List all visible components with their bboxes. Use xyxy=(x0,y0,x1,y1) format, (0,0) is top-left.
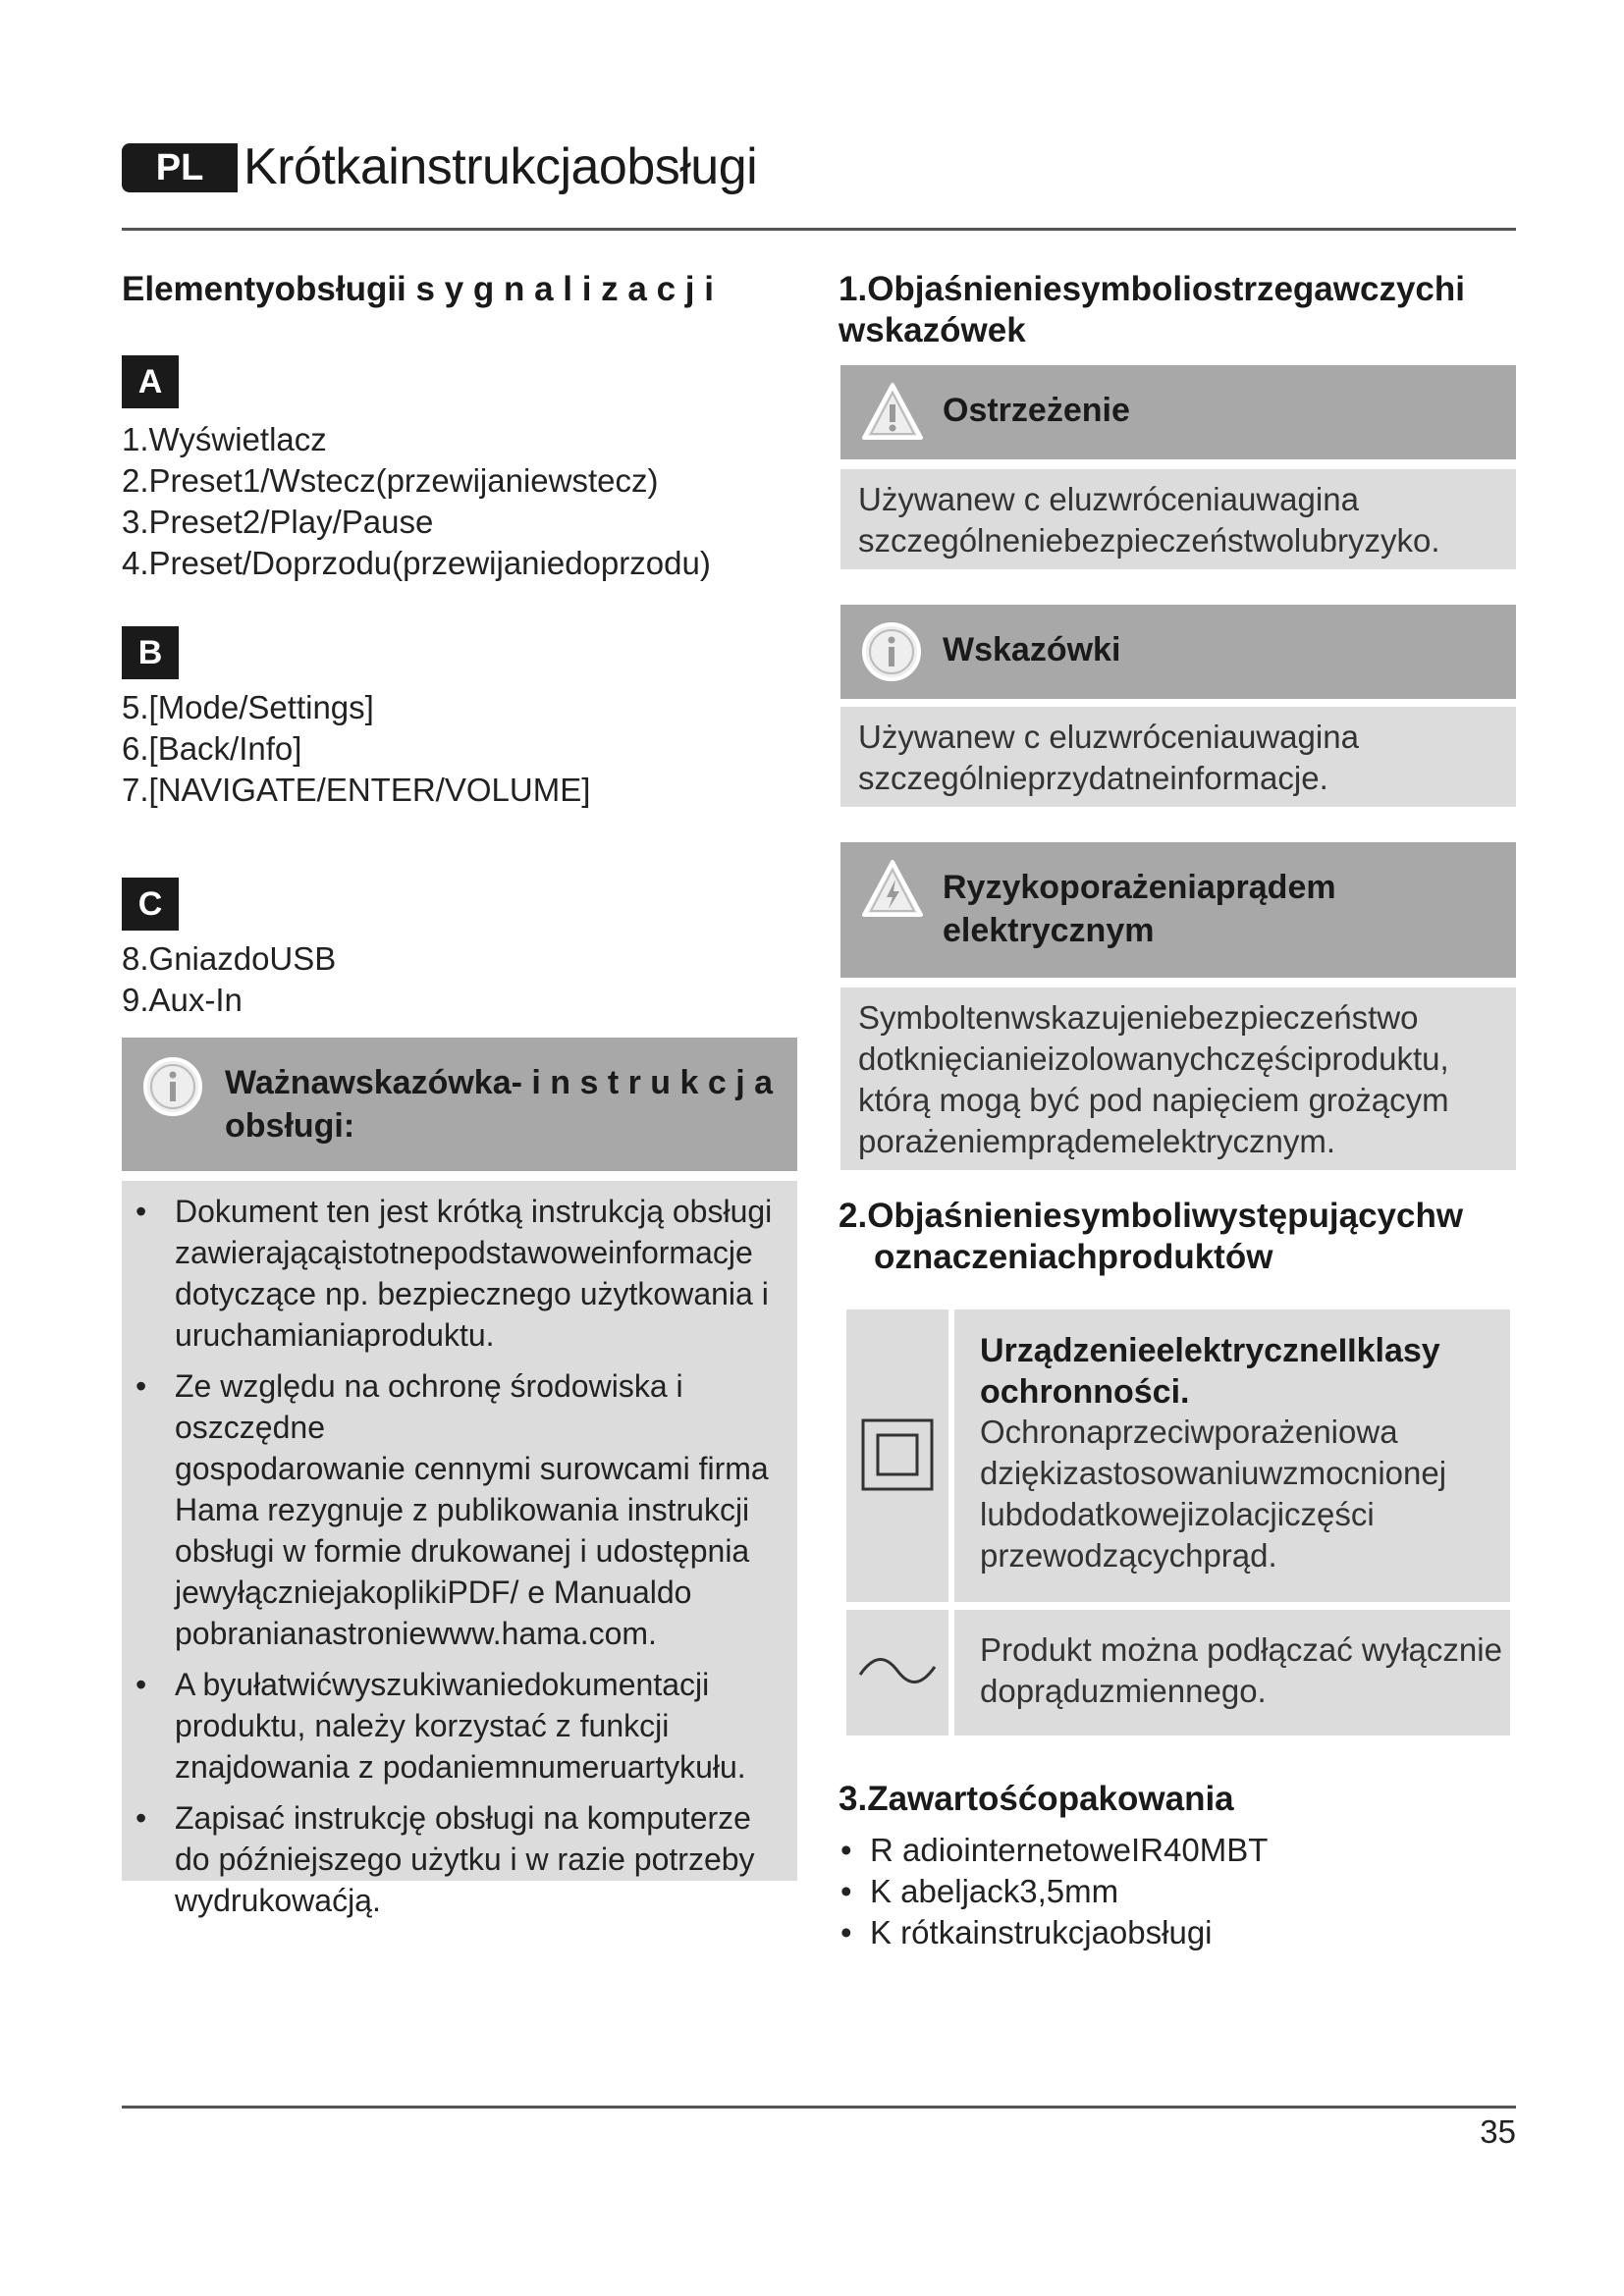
language-badge: PL xyxy=(122,143,238,192)
list-item: • R adiointernetoweIR40MBT xyxy=(840,1830,1268,1871)
class2-text-line1: Ochronaprzeciwporażeniowa xyxy=(980,1414,1398,1450)
list-item: • K rótkainstrukcjaobsługi xyxy=(840,1912,1268,1953)
group-b-list xyxy=(122,687,590,811)
shock-text-line1: Symboltenwskazujeniebezpieczeństwo xyxy=(858,999,1419,1036)
shock-body xyxy=(840,988,1516,1170)
list-item: • Zapisać instrukcję obsługi na komputerze do późniejszego użytku i w razie potrzeby wydrukowaćją. xyxy=(122,1797,797,1921)
list-item: 3.Preset2/Play/Pause xyxy=(122,504,434,540)
list-item: 1.Wyświetlacz xyxy=(122,421,327,457)
list-item: • Ze względu na ochronę środowiska i oszczędne gospodarowanie cennymi surowcami firma Hama rezygnuje z publikowania instrukcji obsługi w formie drukowanej i udostępnia jewyłączniejakoplikiPDF/ e Manualdo pobranianastroniewww.hama.com. xyxy=(122,1365,797,1654)
info-icon xyxy=(141,1055,204,1118)
class2-text-line2: dziękizastosowaniuwzmocnionej xyxy=(980,1455,1447,1491)
page-title: Krótkainstrukcjaobsługi xyxy=(244,138,758,195)
class2-description-cell xyxy=(954,1309,1510,1602)
class2-symbol-cell xyxy=(846,1309,948,1602)
warning-body xyxy=(840,469,1516,569)
hints-body xyxy=(840,707,1516,807)
warning-text-line1: Używanew c eluzwróceniauwagina xyxy=(858,481,1359,517)
list-item: • K abeljack3,5mm xyxy=(840,1871,1268,1912)
list-item: 6.[Back/Info] xyxy=(122,730,302,767)
class2-title-line1: UrządzenieelektryczneIIklasy xyxy=(980,1332,1440,1369)
class2-text-line4: przewodzącychprąd. xyxy=(980,1537,1277,1574)
bullet-dot: • xyxy=(135,1800,147,1836)
shock-title-line1: Ryzykoporażeniaprądem xyxy=(943,869,1336,906)
ac-description-cell xyxy=(954,1610,1510,1735)
info-icon xyxy=(860,620,923,683)
header-divider xyxy=(122,228,1516,231)
group-c-list xyxy=(122,938,336,1021)
ac-text-line2: doprąduzmiennego. xyxy=(980,1673,1267,1709)
section3-heading: 3.Zawartośćopakowania xyxy=(839,1780,1234,1818)
class2-title-line2: ochronności. xyxy=(980,1373,1190,1411)
important-note-title-line2: obsługi: xyxy=(225,1107,355,1145)
list-item: 8.GniazdoUSB xyxy=(122,940,337,977)
important-note-body xyxy=(122,1181,797,1918)
controls-heading: Elementyobsługii s y g n a l i z a c j i xyxy=(122,270,714,308)
list-item: • Dokument ten jest krótką instrukcją obsługi zawierającąistotnepodstawoweinformacje dotyczące np. bezpiecznego użytkowania i uruchamianiaproduktu. xyxy=(122,1191,797,1356)
hints-header xyxy=(840,605,1516,699)
bullet-dot: • xyxy=(840,1914,852,1950)
class2-text-line3: lubdodatkowejizolacjiczęści xyxy=(980,1496,1375,1532)
bullet-dot: • xyxy=(135,1194,147,1229)
page-number: 35 xyxy=(1480,2113,1516,2150)
group-c-badge: C xyxy=(122,878,179,931)
list-item: 7.[NAVIGATE/ENTER/VOLUME] xyxy=(122,772,591,808)
hints-text-line1: Używanew c eluzwróceniauwagina xyxy=(858,719,1359,755)
warning-header xyxy=(840,365,1516,459)
bullet-dot: • xyxy=(135,1368,147,1404)
list-item: 5.[Mode/Settings] xyxy=(122,689,374,725)
ac-text-line1: Produkt można podłączać wyłącznie xyxy=(980,1631,1502,1668)
group-a-list xyxy=(122,419,711,584)
shock-text-line4: porażeniemprądemelektrycznym. xyxy=(858,1123,1336,1159)
footer-divider xyxy=(122,2106,1516,2109)
shock-header xyxy=(840,842,1516,978)
list-item: 4.Preset/Doprzodu(przewijaniedoprzodu) xyxy=(122,545,711,581)
group-b-badge: B xyxy=(122,626,179,679)
double-insulation-icon xyxy=(860,1417,935,1492)
important-note-header xyxy=(122,1038,797,1171)
group-a-badge: A xyxy=(122,355,179,408)
bullet-dot: • xyxy=(840,1832,852,1868)
section1-heading-line1: 1.Objaśnieniesymboliostrzegawczychi xyxy=(839,270,1465,308)
list-item: • A byułatwićwyszukiwaniedokumentacji produktu, należy korzystać z funkcji znajdowania z podaniemnumeruartykułu. xyxy=(122,1664,797,1788)
warning-triangle-icon xyxy=(860,381,925,442)
alternating-current-icon xyxy=(856,1651,939,1690)
bullet-dot: • xyxy=(840,1873,852,1909)
shock-title-line2: elektrycznym xyxy=(943,912,1155,949)
warning-text-line2: szczególneniebezpieczeństwolubryzyko. xyxy=(858,522,1440,559)
hints-title: Wskazówki xyxy=(943,631,1121,668)
hints-text-line2: szczególnieprzydatneinformacje. xyxy=(858,760,1328,796)
list-item: 2.Preset1/Wstecz(przewijaniewstecz) xyxy=(122,462,659,499)
shock-text-line3: którą mogą być pod napięciem grożącym xyxy=(858,1082,1449,1118)
section2-heading-line2: oznaczeniachproduktów xyxy=(874,1238,1273,1276)
package-contents-list xyxy=(840,1830,1268,1953)
warning-title: Ostrzeżenie xyxy=(943,392,1130,429)
important-note-bullets xyxy=(122,1191,797,1931)
shock-text-line2: dotknięcianieizolowanychczęściproduktu, xyxy=(858,1041,1449,1077)
section2-heading-line1: 2.Objaśnieniesymboliwystępującychw xyxy=(839,1197,1464,1235)
important-note-title-line1: Ważnawskazówka- i n s t r u k c j a xyxy=(225,1064,774,1101)
electric-shock-icon xyxy=(860,858,925,919)
list-item: 9.Aux-In xyxy=(122,982,243,1018)
ac-symbol-cell xyxy=(846,1610,948,1735)
bullet-dot: • xyxy=(135,1667,147,1702)
section1-heading-line2: wskazówek xyxy=(839,311,1026,349)
